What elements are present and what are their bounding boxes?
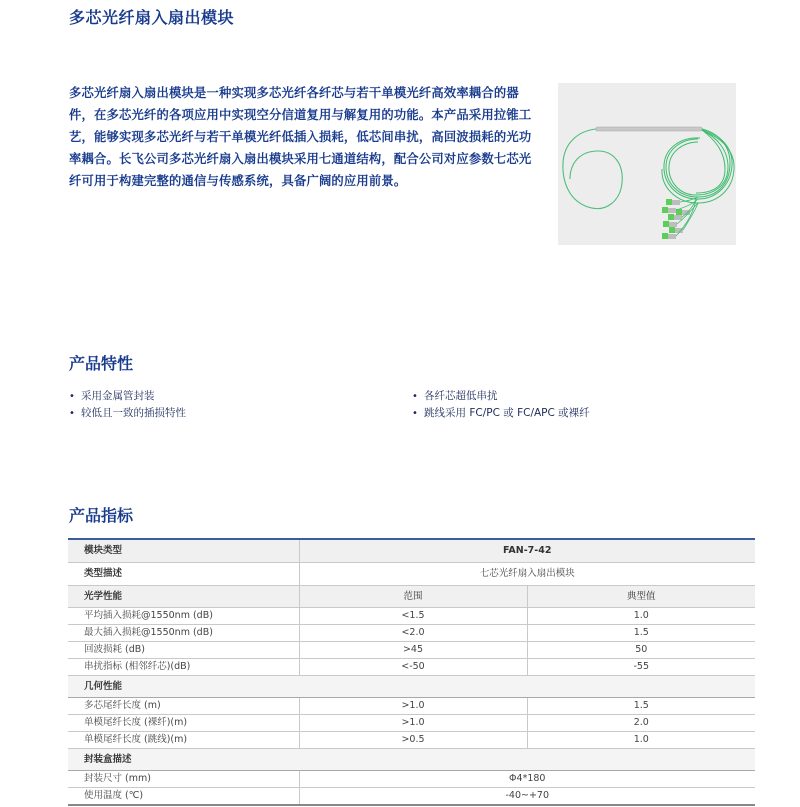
single-mode-fiber-bundle <box>662 129 734 203</box>
feature-item: • 各纤芯超低串扰 <box>412 390 498 402</box>
cell-col-range: 范围 <box>299 586 527 608</box>
table-row <box>68 659 755 676</box>
fc-connectors <box>662 199 690 239</box>
cell-range: <-50 <box>299 659 527 676</box>
metal-tube <box>596 127 702 131</box>
cell-label: 类型描述 <box>68 563 299 586</box>
cell-value: FAN-7-42 <box>299 539 755 563</box>
intro-paragraph: 多芯光纤扇入扇出模块是一种实现多芯光纤各纤芯与若干单模光纤高效率耦合的器件，在多芯光纤的各项应用中实现空分信道复用与解复用的功能。本产品采用拉锥工艺，能够实现多芯光纤与若干单模光纤低插入损耗，低芯间串扰，高回波损耗的光功率耦合。长飞公司多芯光纤扇入扇出模块采用七通道结构，配合公司对应参数七芯光纤可用于构建完整的通信与传感系统，具备广阔的应用前景。 <box>69 86 532 188</box>
table-row <box>68 732 755 749</box>
cell-value: 七芯光纤扇入扇出模块 <box>299 563 755 586</box>
cell-label: 模块类型 <box>68 539 299 563</box>
table-row <box>68 715 755 732</box>
page-title: 多芯光纤扇入扇出模块 <box>69 8 235 27</box>
cell-group-label: 封装盒描述 <box>68 749 755 771</box>
product-image <box>558 83 736 245</box>
cell-typical: 50 <box>527 642 755 659</box>
table-row-package-header <box>68 749 755 771</box>
cell-range: <1.5 <box>299 608 527 625</box>
cell-range: >45 <box>299 642 527 659</box>
table-row <box>68 771 755 788</box>
fiber-module-illustration <box>558 83 736 245</box>
table-row <box>68 788 755 806</box>
table-row <box>68 608 755 625</box>
cell-value: Φ4*180 <box>299 771 755 788</box>
cell-range: >1.0 <box>299 715 527 732</box>
table-row-geometry-header <box>68 676 755 698</box>
table-row-module-type <box>68 539 755 563</box>
cell-range: >0.5 <box>299 732 527 749</box>
cell-name: 多芯尾纤长度 (m) <box>68 698 299 715</box>
cell-name: 单模尾纤长度 (跳线)(m) <box>68 732 299 749</box>
cell-group-label: 光学性能 <box>68 586 299 608</box>
cell-col-typical: 典型值 <box>527 586 755 608</box>
cell-range: <2.0 <box>299 625 527 642</box>
cell-range: >1.0 <box>299 698 527 715</box>
table-row-optical-header <box>68 586 755 608</box>
specs-title: 产品指标 <box>69 506 134 525</box>
cell-name: 单模尾纤长度 (裸纤)(m) <box>68 715 299 732</box>
cell-group-label: 几何性能 <box>68 676 755 698</box>
cell-typical: 2.0 <box>527 715 755 732</box>
table-row <box>68 642 755 659</box>
feature-item: • 采用金属管封装 <box>69 390 155 402</box>
feature-item: • 较低且一致的插损特性 <box>69 407 186 419</box>
cell-value: -40~+70 <box>299 788 755 806</box>
spec-table <box>68 538 755 806</box>
table-row-type-desc <box>68 563 755 586</box>
cell-name: 回波损耗 (dB) <box>68 642 299 659</box>
cell-typical: 1.5 <box>527 698 755 715</box>
features-list <box>69 389 759 421</box>
table-row <box>68 625 755 642</box>
bullet-icon: • <box>69 391 75 402</box>
cell-name: 最大插入损耗@1550nm (dB) <box>68 625 299 642</box>
cell-typical: 1.0 <box>527 732 755 749</box>
multicore-fiber <box>563 129 622 209</box>
bullet-icon: • <box>69 408 75 419</box>
bullet-icon: • <box>412 408 418 419</box>
bullet-icon: • <box>412 391 418 402</box>
cell-typical: 1.0 <box>527 608 755 625</box>
cell-name: 平均插入损耗@1550nm (dB) <box>68 608 299 625</box>
features-title: 产品特性 <box>69 354 134 373</box>
cell-name: 使用温度 (℃) <box>68 788 299 806</box>
cell-name: 封装尺寸 (mm) <box>68 771 299 788</box>
cell-typical: -55 <box>527 659 755 676</box>
cell-typical: 1.5 <box>527 625 755 642</box>
table-row <box>68 698 755 715</box>
feature-item: • 跳线采用 FC/PC 或 FC/APC 或裸纤 <box>412 407 590 419</box>
cell-name: 串扰指标 (相邻纤芯)(dB) <box>68 659 299 676</box>
